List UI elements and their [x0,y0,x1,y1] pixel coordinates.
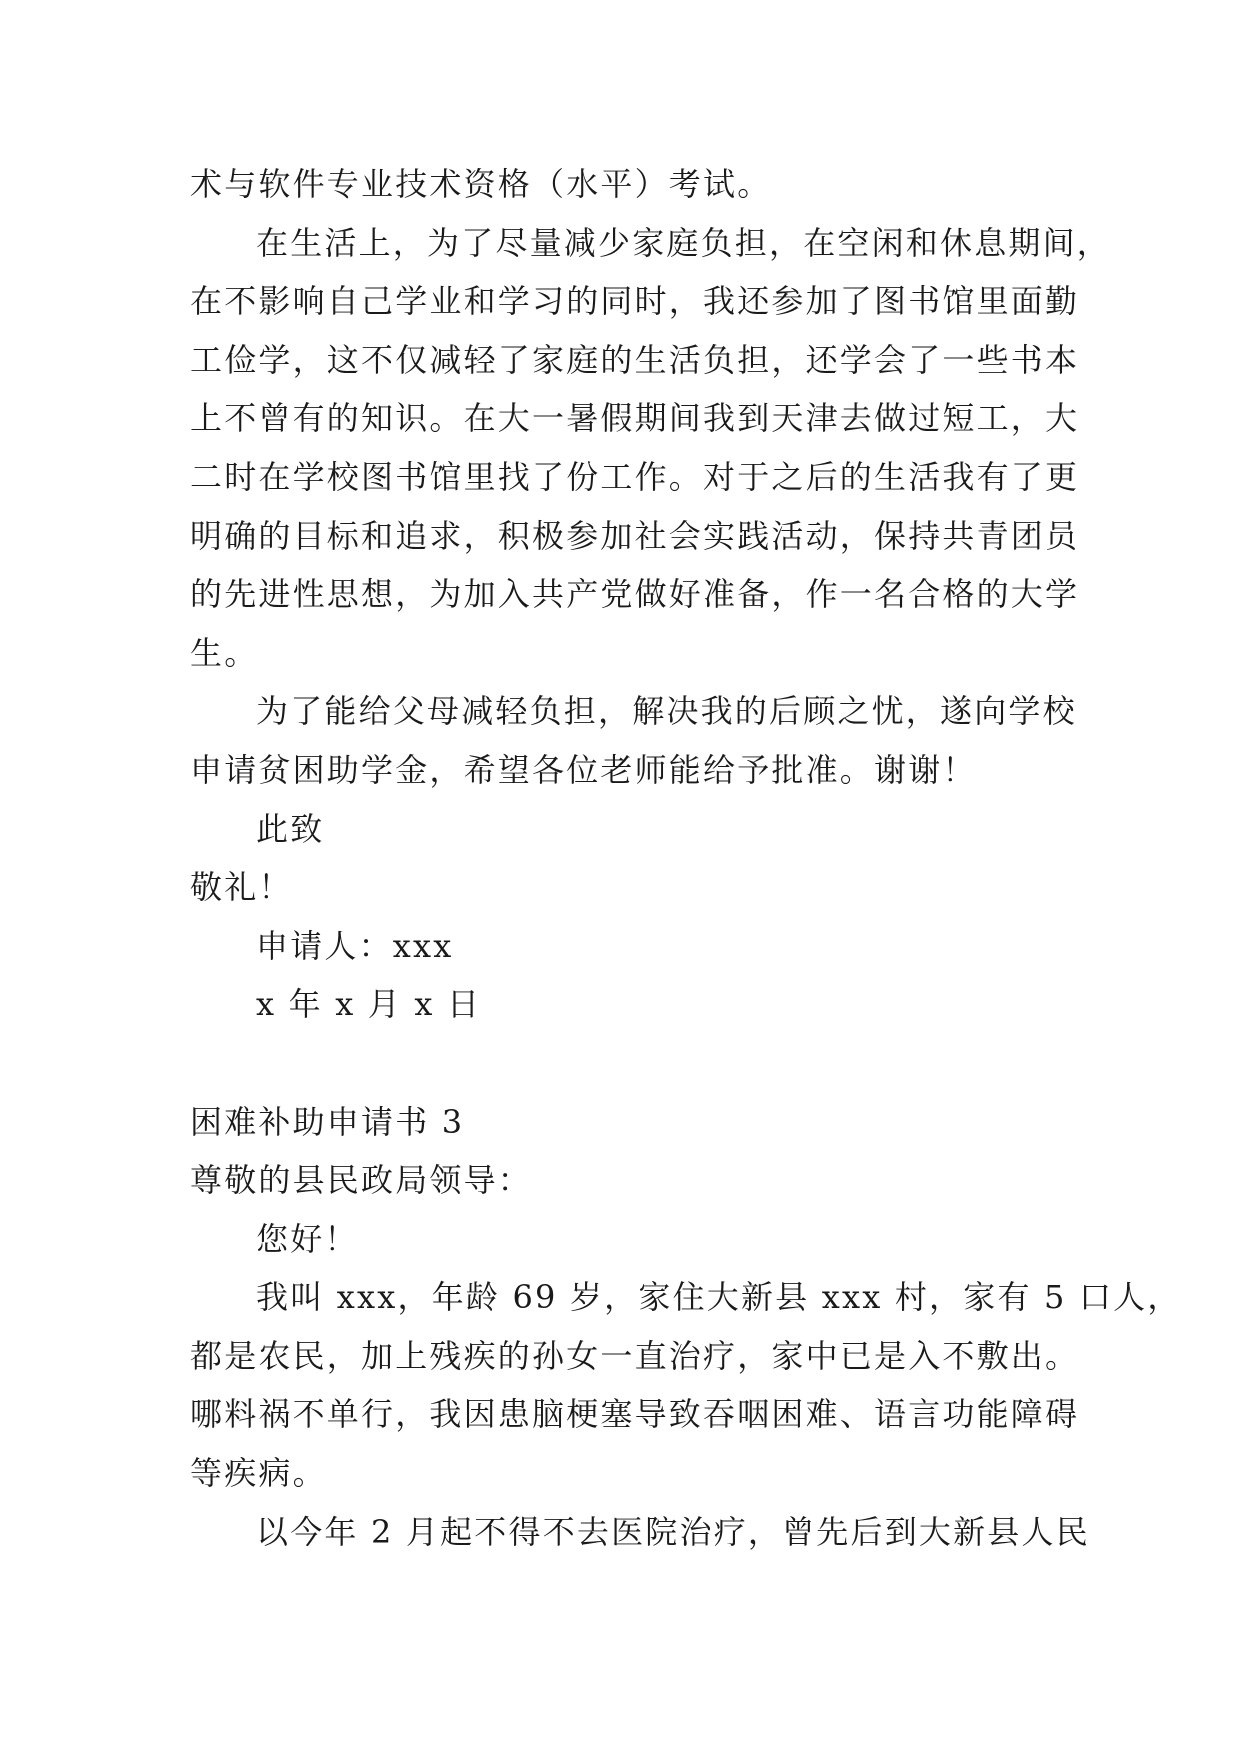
paragraph-first-line: 为了能给父母减轻负担，解决我的后顾之忧，遂向学校 [256,692,1077,731]
signature-date: x 年 x 月 x 日 [256,985,482,1024]
letter-greeting: 您好！ [256,1219,359,1258]
section-title: 困难补助申请书 3 [190,1102,465,1141]
document-body [190,155,1182,1561]
text-line: 明确的目标和追求，积极参加社会实践活动，保持共青团员 [190,516,1080,555]
text-line: 的先进性思想，为加入共产党做好准备，作一名合格的大学 [190,575,1080,614]
paragraph-first-line: 以今年 2 月起不得不去医院治疗，曾先后到大新县人民 [256,1512,1090,1551]
section-spacer [190,1034,1070,1093]
text-line: 术与软件专业技术资格（水平）考试。 [190,165,772,203]
text-line: 生。 [190,633,259,672]
text-line: 都是农民，加上残疾的孙女一直治疗，家中已是入不敷出。 [190,1336,1080,1375]
text-line: 等疾病。 [190,1454,327,1493]
closing-respect: 敬礼！ [190,868,293,907]
paragraph-first-line: 我叫 xxx，年龄 69 岁，家住大新县 xxx 村，家有 5 口人， [256,1278,1182,1317]
paragraph-first-line: 在生活上，为了尽量减少家庭负担，在空闲和休息期间， [256,223,1112,262]
text-line: 二时在学校图书馆里找了份工作。对于之后的生活我有了更 [190,457,1080,496]
text-line: 哪料祸不单行，我因患脑梗塞导致吞咽困难、语言功能障碍 [190,1395,1080,1434]
applicant-signature: 申请人：xxx [256,926,454,965]
text-line: 工俭学，这不仅减轻了家庭的生活负担，还学会了一些书本 [190,340,1080,379]
text-line: 在不影响自己学业和学习的同时，我还参加了图书馆里面勤 [190,282,1080,321]
text-line: 上不曾有的知识。在大一暑假期间我到天津去做过短工，大 [190,399,1080,438]
closing-salutation: 此致 [256,809,325,848]
text-line: 申请贫困助学金，希望各位老师能给予批准。谢谢！ [190,750,977,789]
letter-recipient: 尊敬的县民政局领导： [190,1161,533,1200]
